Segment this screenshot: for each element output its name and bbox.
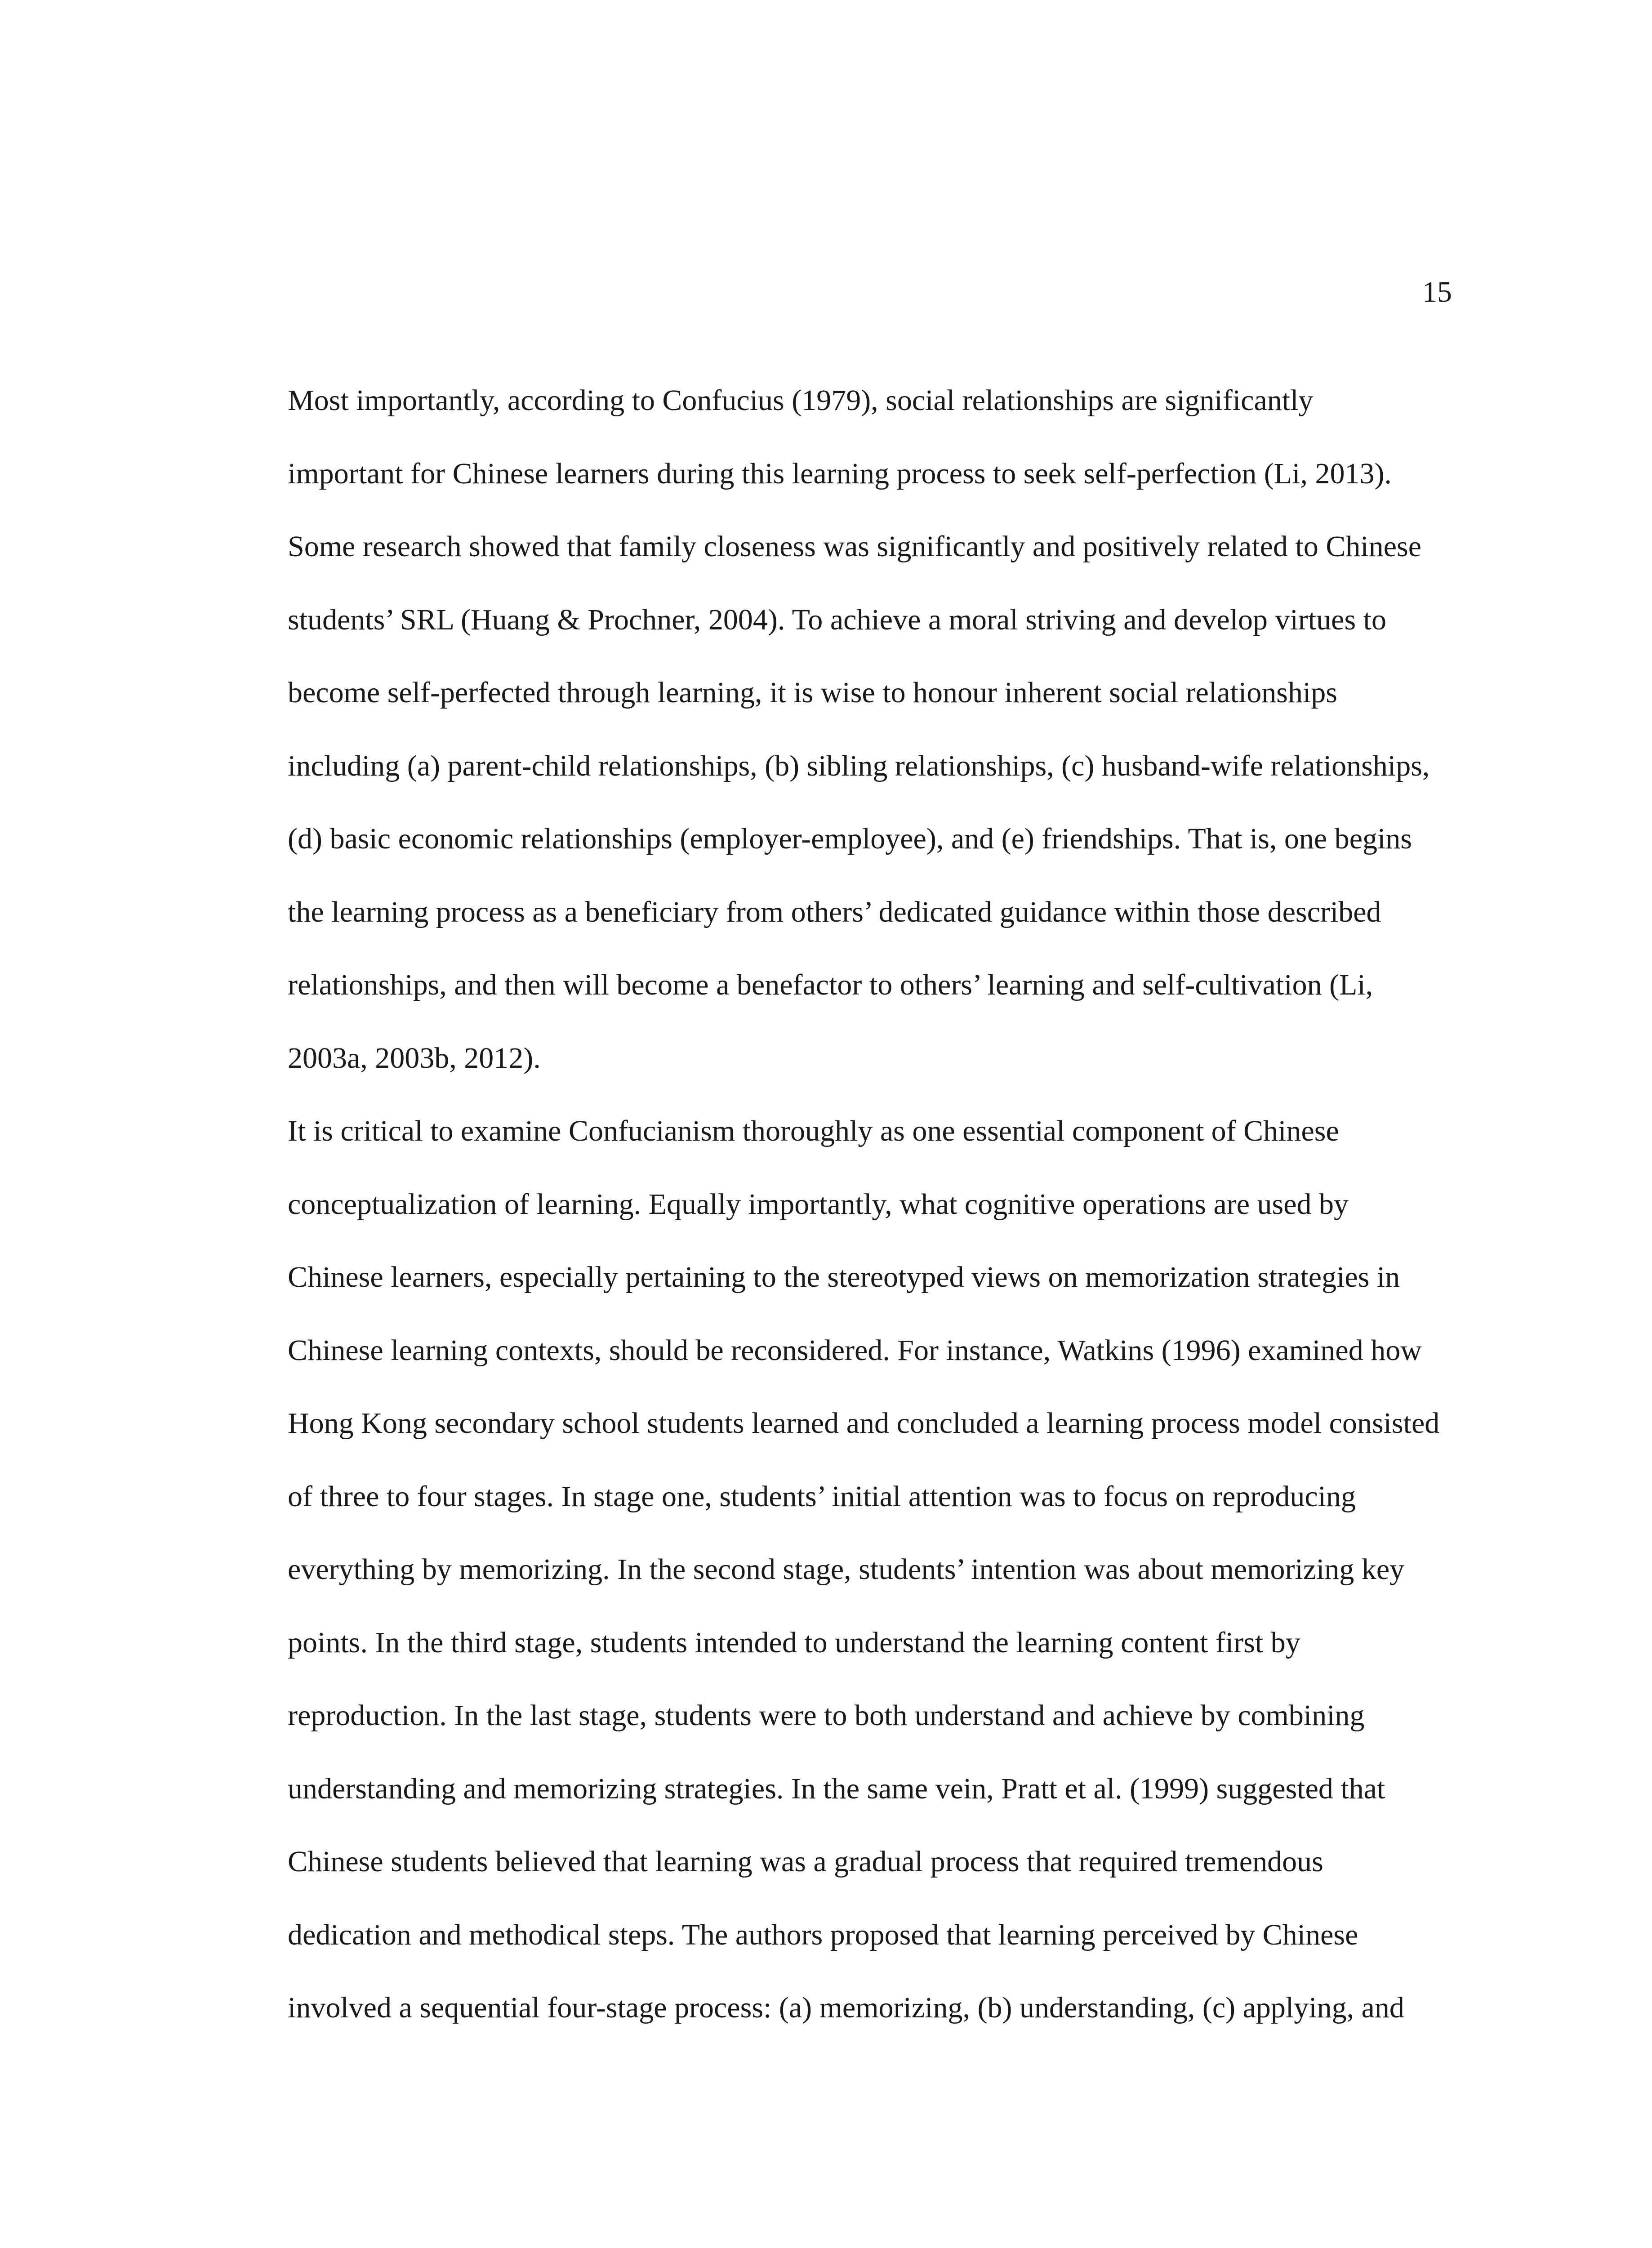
text-line: dedication and methodical steps. The authors proposed that learning perceived by Chinese xyxy=(288,1918,1358,1951)
text-line: conceptualization of learning. Equally importantly, what cognitive operations are used by xyxy=(288,1187,1349,1221)
text-line: students’ SRL (Huang & Prochner, 2004). To achieve a moral striving and develop virtues to xyxy=(288,603,1386,636)
text-line: involved a sequential four-stage process: (a) memorizing, (b) understanding, (c) applying, and xyxy=(288,1991,1404,2024)
text-line: 2003a, 2003b, 2012). xyxy=(288,1041,541,1075)
body-text xyxy=(193,364,1465,2045)
page-number: 15 xyxy=(1422,276,1452,308)
text-line: relationships, and then will become a benefactor to others’ learning and self-cultivation (Li, xyxy=(288,968,1373,1001)
text-line: become self-perfected through learning, it is wise to honour inherent social relationships xyxy=(288,676,1337,709)
text-line: Chinese learning contexts, should be reconsidered. For instance, Watkins (1996) examined how xyxy=(288,1334,1422,1367)
text-line: the learning process as a beneficiary from others’ dedicated guidance within those described xyxy=(288,895,1381,928)
paragraph-2 xyxy=(193,1095,1465,2045)
paragraph-1 xyxy=(193,364,1465,1095)
text-line: Chinese students believed that learning was a gradual process that required tremendous xyxy=(288,1845,1323,1878)
text-line: Hong Kong secondary school students learned and concluded a learning process model consisted xyxy=(288,1407,1440,1440)
text-line: It is critical to examine Confucianism thoroughly as one essential component of Chinese xyxy=(288,1115,1339,1147)
text-line: important for Chinese learners during this learning process to seek self-perfection (Li, 2013). xyxy=(288,457,1392,490)
text-line: (d) basic economic relationships (employer-employee), and (e) friendships. That is, one begins xyxy=(288,822,1412,855)
text-line: reproduction. In the last stage, students were to both understand and achieve by combining xyxy=(288,1699,1365,1732)
text-line: of three to four stages. In stage one, students’ initial attention was to focus on reproducing xyxy=(288,1480,1356,1513)
text-line: Some research showed that family closeness was significantly and positively related to Chinese xyxy=(288,530,1422,563)
text-line: Most importantly, according to Confucius (1979), social relationships are significantly xyxy=(288,384,1314,417)
text-line: understanding and memorizing strategies. In the same vein, Pratt et al. (1999) suggested that xyxy=(288,1772,1385,1805)
text-line: points. In the third stage, students intended to understand the learning content first by xyxy=(288,1626,1300,1659)
text-line: Chinese learners, especially pertaining to the stereotyped views on memorization strategies in xyxy=(288,1261,1400,1293)
text-line: everything by memorizing. In the second stage, students’ intention was about memorizing key xyxy=(288,1553,1405,1586)
text-line: including (a) parent-child relationships, (b) sibling relationships, (c) husband-wife relationships, xyxy=(288,749,1430,782)
